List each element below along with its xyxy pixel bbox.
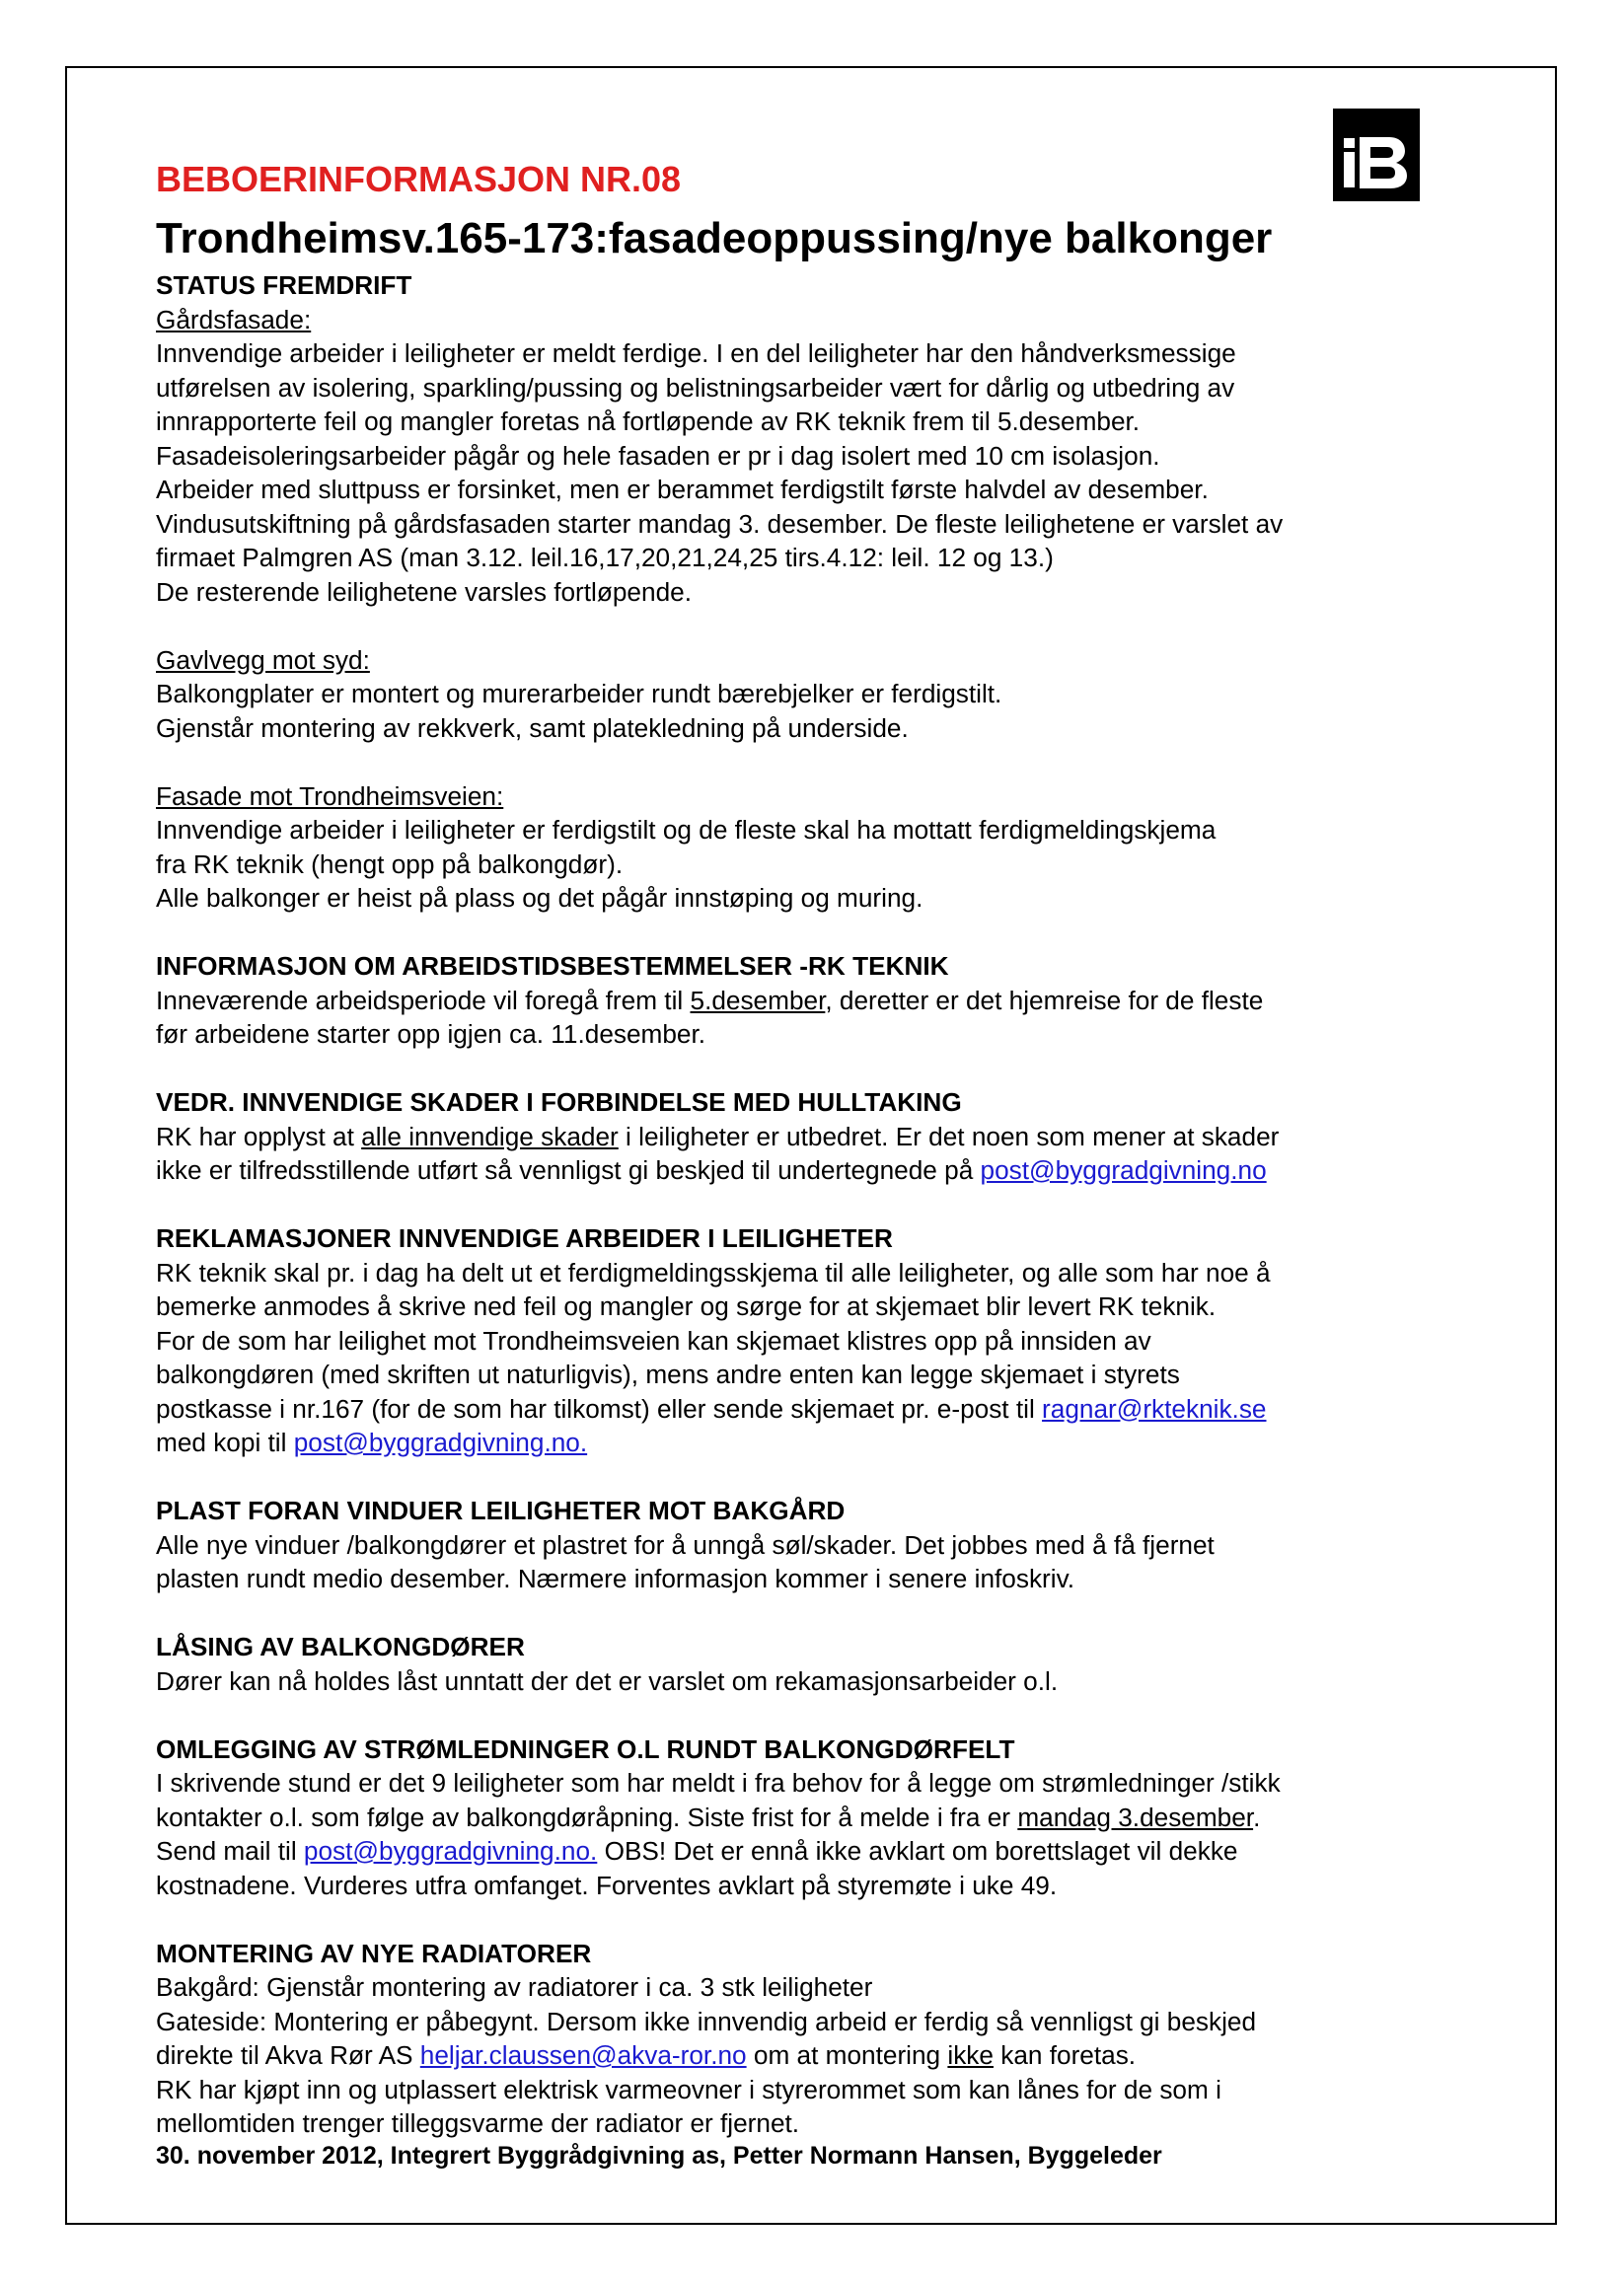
email-link-post[interactable]: post@byggradgivning.no [980, 1155, 1267, 1185]
text-line: før arbeidene starter opp igjen ca. 11.desember. [156, 1019, 706, 1049]
text-line: plasten rundt medio desember. Nærmere informasjon kommer i senere infoskriv. [156, 1564, 1074, 1593]
underlined-text: ikke [947, 2040, 994, 2070]
gardsfasade-subheading: Gårdsfasade: [156, 304, 312, 334]
text-line: mellomtiden trenger tilleggsvarme der radiator er fjernet. [156, 2108, 800, 2138]
text-line: kontakter o.l. som følge av balkongdøråpning. Siste frist for å melde i fra er mandag 3.desember. [156, 1802, 1261, 1832]
text-line: Send mail til post@byggradgivning.no. OBS! Det er ennå ikke avklart om borettslaget vil dekke [156, 1836, 1238, 1866]
omlegging-heading: OMLEGGING AV STRØMLEDNINGER O.L RUNDT BALKONGDØRFELT [156, 1733, 1015, 1764]
gavlvegg-subheading: Gavlvegg mot syd: [156, 644, 370, 675]
arbeidstid-heading: INFORMASJON OM ARBEIDSTIDSBESTEMMELSER -RK TEKNIK [156, 951, 949, 981]
reklamasjoner-heading: REKLAMASJONER INNVENDIGE ARBEIDER I LEILIGHETER [156, 1223, 893, 1253]
document-title: Trondheimsv.165-173:fasadeoppussing/nye balkonger [156, 214, 1273, 262]
text-line: RK har opplyst at alle innvendige skader i leiligheter er utbedret. Er det noen som mener at skader [156, 1121, 1280, 1151]
plast-heading: PLAST FORAN VINDUER LEILIGHETER MOT BAKGÅRD [156, 1496, 846, 1525]
text-line: Fasadeisoleringsarbeider pågår og hele fasaden er pr i dag isolert med 10 cm isolasjon. [156, 440, 1160, 471]
text-line: postkasse i nr.167 (for de som har tilkomst) eller sende skjemaet pr. e-post til ragnar@rkteknik.se [156, 1393, 1267, 1424]
text-line: balkongdøren (med skriften ut naturligvis), mens andre enten kan legge skjemaet i styrets [156, 1360, 1180, 1389]
text-line: bemerke anmodes å skrive ned feil og mangler og sørge for at skjemaet blir levert RK teknik. [156, 1291, 1217, 1321]
email-link-heljar[interactable]: heljar.claussen@akva-ror.no [419, 2040, 747, 2070]
text-line: RK har kjøpt inn og utplassert elektrisk varmeovner i styrerommet som kan lånes for de som i [156, 2074, 1221, 2104]
text-line: direkte til Akva Rør AS heljar.claussen@akva-ror.no om at montering ikke kan foretas. [156, 2040, 1137, 2070]
text-line: Dører kan nå holdes låst unntatt der det er varslet om rekamasjonsarbeider o.l. [156, 1665, 1059, 1696]
text-line: De resterende leilighetene varsles fortløpende. [156, 576, 692, 607]
email-link-ragnar[interactable]: ragnar@rkteknik.se [1042, 1393, 1267, 1424]
underlined-date: 5.desember [690, 985, 826, 1015]
text-line: RK teknik skal pr. i dag ha delt ut et ferdigmeldingsskjema til alle leiligheter, og alle som har noe å [156, 1257, 1271, 1288]
text-line: Innvendige arbeider i leiligheter er ferdigstilt og de fleste skal ha mottatt ferdigmeldingskjema [156, 815, 1217, 845]
text-line: med kopi til post@byggradgivning.no. [156, 1428, 588, 1457]
text-line: Inneværende arbeidsperiode vil foregå frem til 5.desember, deretter er det hjemreise for de fleste [156, 985, 1264, 1015]
lasing-heading: LÅSING AV BALKONGDØRER [156, 1632, 525, 1661]
text-line: firmaet Palmgren AS (man 3.12. leil.16,17,20,21,24,25 tirs.4.12: leil. 12 og 13.) [156, 543, 1054, 572]
text-line: utførelsen av isolering, sparkling/pussing og belistningsarbeider vært for dårlig og utbedring av [156, 372, 1235, 403]
email-link-post[interactable]: post@byggradgivning.no. [293, 1428, 588, 1457]
text-line: kostnadene. Vurderes utfra omfanget. Forventes avklart på styremøte i uke 49. [156, 1870, 1058, 1900]
email-link-post[interactable]: post@byggradgivning.no. [303, 1836, 598, 1866]
status-heading: STATUS FREMDRIFT [156, 270, 412, 300]
underlined-text: alle innvendige skader [361, 1121, 619, 1151]
radiatorer-heading: MONTERING AV NYE RADIATORER [156, 1938, 592, 1968]
text-line: fra RK teknik (hengt opp på balkongdør). [156, 848, 624, 879]
text-line: For de som har leilighet mot Trondheimsveien kan skjemaet klistres opp på innsiden av [156, 1325, 1151, 1356]
text-line: I skrivende stund er det 9 leiligheter som har meldt i fra behov for å legge om strømledninger /stikk [156, 1768, 1281, 1798]
document-kicker: BEBOERINFORMASJON NR.08 [156, 159, 682, 199]
text-line: Gateside: Montering er påbegynt. Dersom ikke innvendig arbeid er ferdig så vennligst gi beskjed [156, 2006, 1257, 2036]
fasade-subheading: Fasade mot Trondheimsveien: [156, 780, 504, 811]
text-line: innrapporterte feil og mangler foretas nå fortløpende av RK teknik frem til 5.desember. [156, 406, 1141, 436]
text-line: ikke er tilfredsstillende utført så vennligst gi beskjed til undertegnede på post@byggradgivning.no [156, 1155, 1267, 1185]
skader-heading: VEDR. INNVENDIGE SKADER I FORBINDELSE MED HULLTAKING [156, 1087, 962, 1117]
underlined-date: mandag 3.desember [1017, 1802, 1254, 1832]
text-line: Gjenstår montering av rekkverk, samt platekledning på underside. [156, 712, 909, 743]
text-line: Innvendige arbeider i leiligheter er meldt ferdige. I en del leiligheter har den håndverksmessige [156, 338, 1236, 368]
text-line: Balkongplater er montert og murerarbeider rundt bærebjelker er ferdigstilt. [156, 679, 1002, 708]
footer-signature: 30. november 2012, Integrert Byggrådgivning as, Petter Normann Hansen, Byggeleder [156, 2141, 1162, 2170]
text-line: Bakgård: Gjenstår montering av radiatorer i ca. 3 stk leiligheter [156, 1972, 873, 2002]
text-line: Alle nye vinduer /balkongdører et plastret for å unngå søl/skader. Det jobbes med å få fjernet [156, 1529, 1215, 1560]
text-line: Arbeider med sluttpuss er forsinket, men er berammet ferdigstilt første halvdel av desember. [156, 475, 1209, 504]
text-line: Alle balkonger er heist på plass og det pågår innstøping og muring. [156, 883, 923, 913]
document-body [156, 158, 1488, 2173]
text-line: Vindusutskiftning på gårdsfasaden starter mandag 3. desember. De fleste leilighetene er varslet av [156, 508, 1284, 539]
